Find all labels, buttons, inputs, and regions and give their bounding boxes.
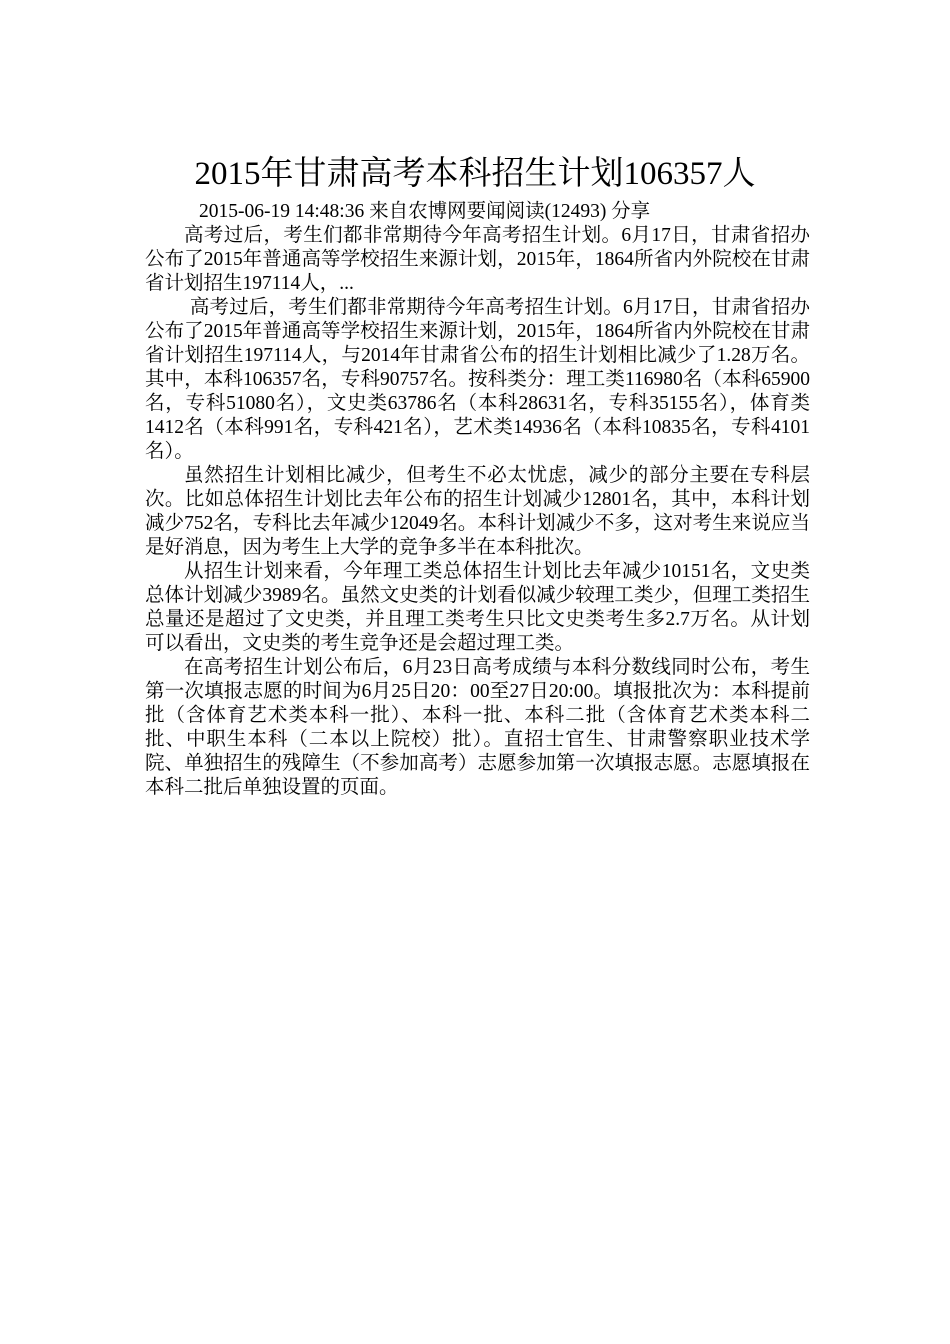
- article-summary: 高考过后，考生们都非常期待今年高考招生计划。6月17日，甘肃省招办公布了2015年普通高等学校招生来源计划，2015年，1864所省内外院校在甘肃省计划招生197114人，...: [145, 225, 810, 294]
- article-paragraph-2: 虽然招生计划相比减少，但考生不必太忧虑，减少的部分主要在专科层次。比如总体招生计划比去年公布的招生计划减少12801名，其中，本科计划减少752名，专科比去年减少12049名。本科计划减少不多，这对考生来说应当是好消息，因为考生上大学的竞争多半在本科批次。: [145, 465, 810, 558]
- article-meta: 2015-06-19 14:48:36 来自农博网要闻阅读(12493) 分享: [199, 201, 651, 222]
- article-title: 2015年甘肃高考本科招生计划106357人: [194, 156, 756, 192]
- document-page: [145, 152, 810, 800]
- article-paragraph-3: 从招生计划来看，今年理工类总体招生计划比去年减少10151名，文史类总体计划减少3989名。虽然文史类的计划看似减少较理工类少，但理工类招生总量还是超过了文史类，并且理工类考生只比文史类考生多2.7万名。从计划可以看出，文史类的考生竞争还是会超过理工类。: [145, 561, 810, 654]
- article-paragraph-1: 高考过后，考生们都非常期待今年高考招生计划。6月17日，甘肃省招办公布了2015年普通高等学校招生来源计划，2015年，1864所省内外院校在甘肃省计划招生197114人，与2014年甘肃省公布的招生计划相比减少了1.28万名。其中，本科106357名，专科90757名。按科类分：理工类116980名（本科65900名，专科51080名），文史类63786名（本科28631名，专科35155名），体育类1412名（本科991名，专科421名），艺术类14936名（本科10835名，专科4101名）。: [145, 297, 810, 462]
- article-paragraph-4: 在高考招生计划公布后，6月23日高考成绩与本科分数线同时公布，考生第一次填报志愿的时间为6月25日20：00至27日20:00。填报批次为：本科提前批（含体育艺术类本科一批）、本科一批、本科二批（含体育艺术类本科二批、中职生本科（二本以上院校）批）。直招士官生、甘肃警察职业技术学院、单独招生的残障生（不参加高考）志愿参加第一次填报志愿。志愿填报在本科二批后单独设置的页面。: [145, 657, 810, 798]
